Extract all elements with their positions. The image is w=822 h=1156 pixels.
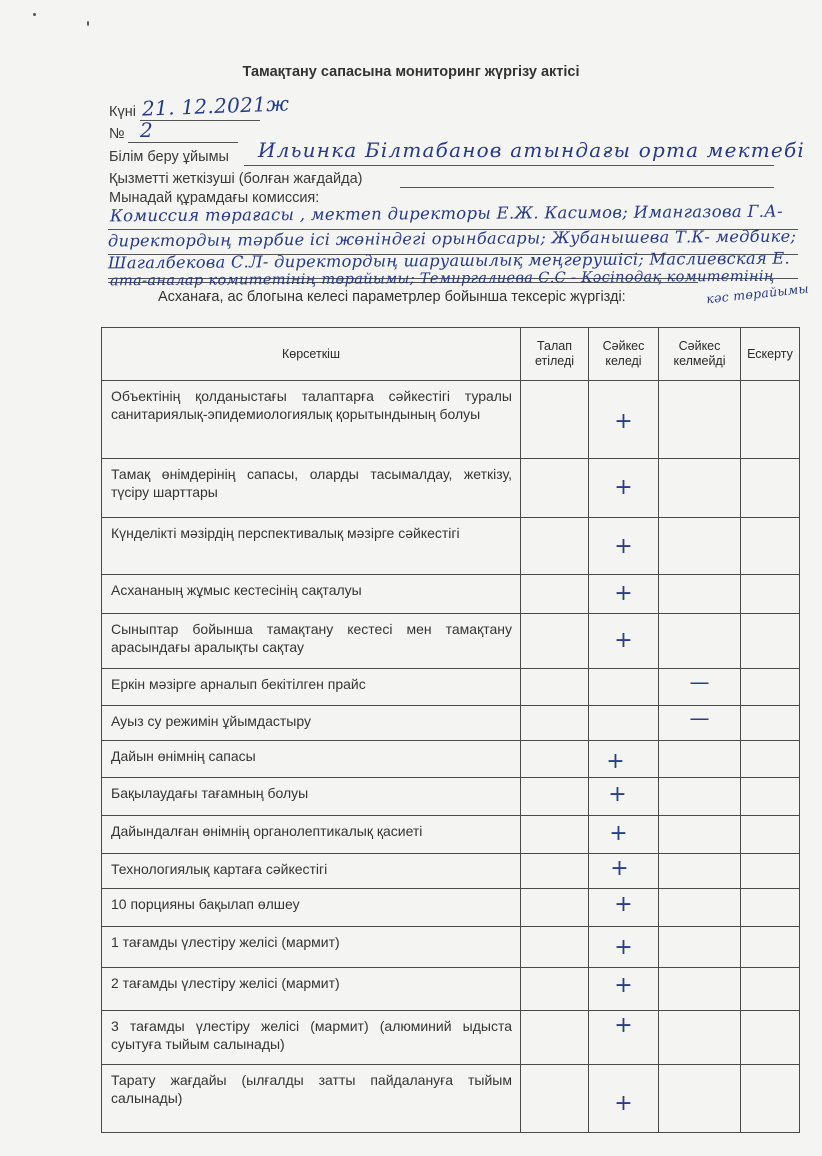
table-row: [102, 669, 800, 706]
compliant-cell: [589, 706, 659, 741]
table-row: [102, 927, 800, 968]
row-indicator-name: Ауыз су режимін ұйымдастыру: [102, 706, 521, 741]
note-cell: [741, 854, 800, 889]
note-cell: [741, 381, 800, 459]
noncompliant-cell: [659, 614, 741, 669]
note-cell: [741, 927, 800, 968]
table-row: [102, 381, 800, 459]
number-label: №: [109, 126, 125, 142]
noncompliant-cell: [659, 741, 741, 778]
table-row: [102, 854, 800, 889]
required-cell: [521, 669, 589, 706]
required-cell: [521, 706, 589, 741]
compliant-mark: +: [614, 534, 633, 559]
noncompliant-cell: [659, 1065, 741, 1133]
commission-label: Мынадай құрамдағы комиссия:: [109, 190, 320, 206]
compliant-cell: [589, 1065, 659, 1133]
compliant-mark: +: [608, 782, 627, 807]
required-cell: [521, 518, 589, 575]
table-row: [102, 575, 800, 614]
table-row: [102, 968, 800, 1011]
row-indicator-name: 1 тағамды үлестіру желісі (мармит): [102, 927, 521, 968]
noncompliant-cell: [659, 381, 741, 459]
intro-text: Асханаға, ас блогына келесі параметрлер бойынша тексеріс жүргізді:: [158, 289, 626, 305]
compliant-mark: +: [606, 749, 625, 774]
table-row: [102, 889, 800, 927]
noncompliant-cell: [659, 968, 741, 1011]
date-label: Күні: [109, 104, 136, 120]
compliant-cell: [589, 816, 659, 854]
number-underline: [128, 142, 238, 143]
row-indicator-name: 10 порцияны бақылап өлшеу: [102, 889, 521, 927]
row-indicator-name: Асхананың жұмыс кестесінің сақталуы: [102, 575, 521, 614]
commission-line-2: директордың тәрбие ісі жөніндегі орынбасары; Жубанышева Т.К- медбике;: [107, 226, 797, 251]
row-indicator-name: 3 тағамды үлестіру желісі (мармит) (алюминий ыдыста суытуға тыйым салынады): [102, 1011, 521, 1065]
compliant-cell: [589, 518, 659, 575]
compliant-mark: +: [614, 409, 633, 434]
commission-tail: кәс төрайымы: [705, 280, 810, 307]
page-title: Тамақтану сапасына мониторинг жүргізу актісі: [242, 64, 580, 80]
table-row: [102, 1011, 800, 1065]
noncompliant-cell: [659, 518, 741, 575]
noncompliant-cell: [659, 575, 741, 614]
note-cell: [741, 741, 800, 778]
row-indicator-name: Сыныптар бойынша тамақтану кестесі мен тамақтану арасындағы аралықты сақтау: [102, 614, 521, 669]
row-indicator-name: Тарату жағдайы (ылғалды затты пайдалануға тыйым салынады): [102, 1065, 521, 1133]
table-row: [102, 778, 800, 816]
monitoring-table: [101, 327, 800, 1133]
row-indicator-name: Дайын өнімнің сапасы: [102, 741, 521, 778]
required-cell: [521, 459, 589, 518]
compliant-cell: [589, 741, 659, 778]
date-underline: [140, 120, 260, 121]
note-cell: [741, 459, 800, 518]
table-row: [102, 706, 800, 741]
compliant-mark: +: [614, 1091, 633, 1116]
compliant-cell: [589, 778, 659, 816]
commission-line-4: ата-аналар комитетінің төрайымы; Темиргалиева С.С - Кәсіподақ комитетінің: [109, 267, 775, 290]
compliant-cell: [589, 381, 659, 459]
compliant-cell: [589, 459, 659, 518]
compliant-mark: +: [614, 973, 633, 998]
org-label: Білім беру ұйымы: [109, 149, 229, 165]
note-cell: [741, 1065, 800, 1133]
scan-speck: [33, 13, 36, 16]
compliant-cell: [589, 854, 659, 889]
compliant-cell: [589, 669, 659, 706]
org-value: Ильинка Білтабанов атындағы орта мектебі: [258, 138, 805, 162]
noncompliant-cell: [659, 854, 741, 889]
scan-speck: [87, 21, 89, 26]
required-cell: [521, 927, 589, 968]
noncompliant-cell: [659, 706, 741, 741]
row-indicator-name: Технологиялық картаға сәйкестігі: [102, 854, 521, 889]
org-underline: [244, 165, 774, 166]
note-cell: [741, 669, 800, 706]
note-cell: [741, 778, 800, 816]
commission-line-1: Комиссия төрағасы , мектеп директоры Е.Ж. Касимов; Имангазова Г.А-: [109, 201, 784, 226]
compliant-cell: [589, 614, 659, 669]
required-cell: [521, 614, 589, 669]
compliant-cell: [589, 1011, 659, 1065]
noncompliant-cell: [659, 1011, 741, 1065]
required-cell: [521, 968, 589, 1011]
noncompliant-cell: [659, 816, 741, 854]
header-compliant: Сәйкес келеді: [589, 328, 659, 381]
row-indicator-name: Күнделікті мәзірдің перспективалық мәзірге сәйкестігі: [102, 518, 521, 575]
compliant-cell: [589, 889, 659, 927]
compliant-mark: +: [614, 475, 633, 500]
note-cell: [741, 1011, 800, 1065]
compliant-mark: +: [610, 856, 629, 881]
commission-line-3: Шагалбекова С.Л- директордың шаруашылық меңгерушісі; Маслиевская Е.: [107, 248, 790, 273]
compliant-mark: +: [614, 892, 633, 917]
required-cell: [521, 381, 589, 459]
required-cell: [521, 1065, 589, 1133]
header-indicator: Көрсеткіш: [102, 328, 521, 381]
noncompliant-cell: [659, 669, 741, 706]
note-cell: [741, 614, 800, 669]
note-cell: [741, 889, 800, 927]
note-cell: [741, 816, 800, 854]
required-cell: [521, 575, 589, 614]
compliant-cell: [589, 575, 659, 614]
header-noncompliant: Сәйкес келмейді: [659, 328, 741, 381]
note-cell: [741, 968, 800, 1011]
table-row: [102, 518, 800, 575]
row-indicator-name: Объектінің қолданыстағы талаптарға сәйкестігі туралы санитариялық-эпидемиологиялық қорытындының болуы: [102, 381, 521, 459]
required-cell: [521, 854, 589, 889]
table-header-row: [102, 328, 800, 381]
noncompliant-mark: —: [689, 670, 710, 694]
note-cell: [741, 575, 800, 614]
note-cell: [741, 706, 800, 741]
compliant-mark: +: [614, 1013, 633, 1038]
row-indicator-name: Еркін мәзірге арналып бекітілген прайс: [102, 669, 521, 706]
row-indicator-name: Бақылаудағы тағамның болуы: [102, 778, 521, 816]
row-indicator-name: Дайындалған өнімнің органолептикалық қасиеті: [102, 816, 521, 854]
compliant-mark: +: [614, 581, 633, 606]
table-row: [102, 816, 800, 854]
row-indicator-name: 2 тағамды үлестіру желісі (мармит): [102, 968, 521, 1011]
table-row: [102, 1065, 800, 1133]
noncompliant-cell: [659, 778, 741, 816]
supplier-underline: [400, 187, 774, 188]
header-required: Талап етіледі: [521, 328, 589, 381]
noncompliant-cell: [659, 459, 741, 518]
compliant-cell: [589, 968, 659, 1011]
required-cell: [521, 1011, 589, 1065]
compliant-mark: +: [614, 935, 633, 960]
noncompliant-cell: [659, 889, 741, 927]
table-row: [102, 459, 800, 518]
compliant-cell: [589, 927, 659, 968]
table-row: [102, 614, 800, 669]
header-note: Ескерту: [741, 328, 800, 381]
table-row: [102, 741, 800, 778]
required-cell: [521, 889, 589, 927]
supplier-label: Қызметті жеткізуші (болған жағдайда): [109, 171, 363, 187]
noncompliant-cell: [659, 927, 741, 968]
number-value: 2: [140, 118, 154, 142]
note-cell: [741, 518, 800, 575]
compliant-mark: +: [609, 821, 628, 846]
noncompliant-mark: —: [689, 706, 710, 730]
row-indicator-name: Тамақ өнімдерінің сапасы, оларды тасымалдау, жеткізу, түсіру шарттары: [102, 459, 521, 518]
date-value: 21. 12.2021ж: [141, 91, 290, 121]
compliant-mark: +: [614, 628, 633, 653]
